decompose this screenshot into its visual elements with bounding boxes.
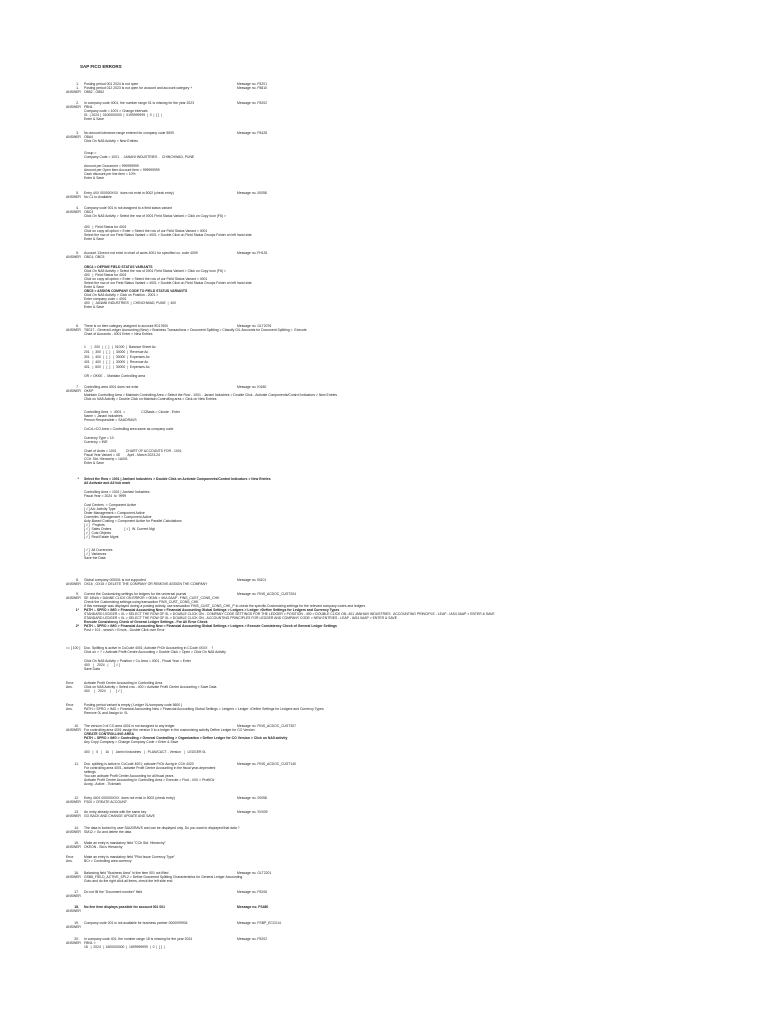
line-text: Amount per Open Item Account Item = 999999999 — [84, 168, 160, 172]
line-text: Click on > ? > Activate Profit Centre Accounting > Double Click > Open > Click On NA5 Activity — [84, 650, 226, 654]
line-text: OKKP — [84, 389, 94, 393]
line-label: ANSWER — [66, 105, 81, 109]
message-number: Message no. GLT2201 — [237, 871, 272, 875]
line-text: SM12 > Go and delete the data — [84, 830, 132, 834]
line-label: ANSWER — [66, 389, 81, 393]
line-text: Remove 0L and Assign to 0L — [84, 711, 129, 715]
line-text: GSB8_FIELD_ACTIVE_SPL2 > Define Document Splitting Characteristics for General Ledger Accounting — [84, 875, 243, 879]
item-number: 18. — [74, 905, 79, 909]
line-text: SE 16N/A > DANNE CLICK ON ERROR > 0EAN > 4KA 0AAP : FINS_CUST_CONS_CHK — [84, 596, 220, 600]
line-label: ANSWER — [66, 941, 81, 945]
line-text: Balancing field "Business Area" in line item 001 not filled — [84, 871, 169, 875]
line-text: PATH :- SPRO > IMG > Financial Accounting New > Financial Accounting Global Settings > Ledgers > Ledger >Define Settings for Ledgers and Currency Types — [84, 608, 340, 612]
item-number: 13. — [74, 810, 79, 814]
line-text: Any Copy Company > Change Company Code > Enter & Save — [84, 740, 179, 744]
line-text: BCr > Controlling area currency — [84, 859, 132, 863]
line-text: Correct the Customizing settings for ledgers for the universal journal — [84, 592, 187, 596]
line-text: The version 0 of CO area 4001 is not assigned to any ledger — [84, 724, 175, 728]
line-text: 301 | 400 | [ ] | 30000 | Expenses Ac — [84, 355, 150, 359]
line-text: Activate Profit Centre Accounting in Controlling Area — [84, 681, 163, 685]
line-text: FBN1 — [84, 105, 93, 109]
line-label: ANSWER — [66, 845, 81, 849]
line-text: PATH > SPRO > IMG > Financial Accounting New > Financial Accounting Global Settings > Ledgers > Ledger >Define Settings for Ledgers and Currency Types — [84, 707, 324, 711]
line-text: No amount tolerance range entered for company code 5509 — [84, 131, 174, 135]
line-text: Currency = INR — [84, 440, 108, 444]
message-number: Message no. FS480 — [237, 905, 269, 909]
message-number: Message no. SV009 — [237, 810, 268, 814]
message-number: Message no. F5202 — [237, 937, 267, 941]
item-number: 4. — [76, 206, 79, 210]
line-text: If this message was displayed during a posting activity, use transaction FINS_CUST_CONS_CHK_P to check the specific Customizing settings for the relevant company codes and ledgers — [84, 604, 366, 608]
message-number: Message no. FINS_ACDOC_CUST307 — [237, 724, 296, 728]
line-text: 400 | Field Status for 4001 — [84, 273, 127, 277]
line-text: 400 | Field Status for 4001 — [84, 225, 127, 229]
message-number: Message no. F5428 — [237, 131, 267, 135]
line-text: Doc. Splitting is active in CoCode 4001; Activate PrCtr Accounting in CCode 4XXX ? — [84, 646, 214, 650]
line-label: ANSWER — [66, 925, 81, 929]
line-text: Controlling Area = 4001 = CCBasis = Cicode - Enter — [84, 410, 181, 414]
line-text: In company code 401, the number range 18 is missing for the year 2024 — [84, 937, 193, 941]
line-text: OBC4 > DEFINE FIELD STATUS VARIANTS — [84, 265, 153, 269]
item-number: 2. — [76, 101, 79, 105]
line-text: OKEON - Std.s Hierarchy — [84, 845, 123, 849]
item-number: 17. — [74, 890, 79, 894]
message-number: Message no. F5206 — [237, 890, 267, 894]
item-number: 15. — [74, 841, 79, 845]
line-text: For controlling area 4001, activate Profit Centre Accounting in the fiscal year-dependent — [84, 766, 216, 770]
line-text: OBA4 — [84, 135, 94, 139]
line-text: 400 | 2024 | [ √ ] — [84, 663, 120, 667]
line-text: Acty-Based Costing = Component Active for Parallel Calculations — [84, 519, 182, 523]
line-text: [ √ ] Variances — [84, 552, 107, 556]
item-number: 16. — [74, 871, 79, 875]
item-number: 1* — [75, 608, 79, 612]
line-text: Company code 001 is not available for business partner 0000099904 — [84, 921, 188, 925]
item-number: 12. — [74, 796, 79, 800]
line-label: ANSWER — [66, 90, 81, 94]
line-text: CREATE CONTROLLING AREA — [84, 732, 134, 736]
line-text: Click On NA5 Activity > Select the row of 0001 Field Status Variant > Click on Copy Icon (F6) > — [84, 214, 226, 218]
line-text: Do not fill the "Document number" field — [84, 890, 143, 894]
line-text: Company code = 1001 > Change intervals — [84, 109, 148, 113]
line-text: Enter company code = 4001 — [84, 297, 127, 301]
line-text: 400 | 2024 | [ √ ] — [84, 689, 122, 693]
line-text: Post > 101 - search > Errors - Double Click over Error — [84, 628, 165, 632]
line-label: ANSWER — [66, 328, 81, 332]
item-number: 11. — [74, 762, 79, 766]
line-text: Click On NA5 Activity > New Entries — [84, 139, 138, 143]
line-text: Click On NA5 Activity > Position > Co Area = 4001 - Fiscal Year = Enter — [84, 659, 191, 663]
line-text: No line item displays possible for account 001 001 — [84, 905, 166, 909]
item-number: 19. — [74, 921, 79, 925]
line-text: Cost Centers = Component Active — [84, 503, 137, 507]
line-text: You can activate Profit Center Accounting for all fiscal years — [84, 774, 174, 778]
line-text: 400 | JANANI INDUSTRIES | CHINCHWAD, PUNE | 400 — [84, 301, 177, 305]
line-text: Company Code = 1001 . JANANI INDUSTRIES . CHINCHWAD, PUNE — [84, 155, 195, 159]
line-label: ANSWER — [66, 894, 81, 898]
message-number: Message no. F5201 — [237, 82, 267, 86]
item-number: 10. — [74, 724, 79, 728]
line-text: Click On NA5 Activity > Select the row of 0001 Field Status Variant > Click on Copy Icon (F6) > — [84, 269, 226, 273]
line-text: Doc. splitting is active in CoCode 4001; activate PrCtr Acctg in CCtr 4020 — [84, 762, 194, 766]
line-label: Error — [66, 703, 74, 707]
line-text: Commitm. Management = Component Active — [84, 515, 152, 519]
line-text: Acctg - Active - Tickmark — [84, 782, 122, 786]
line-text: OBC4, OBC5 — [84, 255, 105, 259]
line-text: 18 | 2024 | 1800000000 | 1899999999 | 0 | [ ] | — [84, 945, 165, 949]
line-text: 1 | 200 | [ ] | 01000 | Balance Sheet Ac — [84, 345, 156, 349]
line-text: Make an entry is mandatory field "CCtr Std. Hierarchy" — [84, 841, 166, 845]
item-number: 1. — [76, 86, 79, 90]
line-text: For controlling area 4001 assign the version 0 to a ledger in the customizing activity Define Ledger for CO Version — [84, 728, 255, 732]
message-number: Message no. FINS_ACDOC_CUST204 — [237, 592, 296, 596]
line-text: Select the row of our Field Status Variant > 4001 > Double Click on Field Status Groups Folder on left hand side — [84, 233, 252, 237]
line-text: Fiscal Year = 2024 to 9999 — [84, 494, 127, 498]
line-text: [ √ ] Projects — [84, 523, 105, 527]
item-number: 5. — [76, 251, 79, 255]
line-text: 400 | 0 | 1k | Janhvi Industries | PLAN/CACT - Version | LEDGER 0L — [84, 750, 207, 754]
message-number: Message no. GLT2076 — [237, 324, 272, 328]
line-text: The data is locked by user SAUDRAVS and can be displayed only. Do you want to displayed that data ? — [84, 826, 240, 830]
line-text: Save Data — [84, 667, 100, 671]
line-text: PATH :- SPRO > IMG > Controlling > General Controlling > Organization > Define Ledger for CO Version > Click on NA5 activity — [84, 736, 288, 740]
line-label: ANSWER — [66, 728, 81, 732]
message-number: Message no. FINS_ACDOC_CUST140 — [237, 762, 296, 766]
line-text: settings — [84, 770, 96, 774]
message-number: Message no. BI101 — [237, 578, 267, 582]
line-label: Ans. — [66, 707, 73, 711]
line-text: Enter & Save — [84, 117, 104, 121]
line-label: ANSWER — [66, 195, 81, 199]
line-text: STANDARD LEDGER = 0L > SELECT THE ROW OF 0L > DOUBLE CLICK ON - COMPANY CODE SETTINGS FOR THE LEDGER > POSITION - 400 > DOUBLE CLICK ON -401 JANHAVI INDUSTRIES ACCOUNTING PRINCIPLE - LEAP - IAS4 0AAP > ENTER & SAVE — [84, 612, 495, 616]
line-text: Posting period 001 2024 is not open — [84, 82, 139, 86]
message-number: Message no. KI180 — [237, 385, 267, 389]
line-text: Person Responsible = SAUDRAVS — [84, 418, 137, 422]
line-text: [ √ ] AA: Activity Type — [84, 507, 116, 511]
line-text: Enter & Save — [84, 176, 104, 180]
line-text: Enter & Save — [84, 461, 104, 465]
item-number: 6. — [76, 324, 79, 328]
line-text: FBN1 > — [84, 941, 96, 945]
line-text: Enter & Save — [84, 285, 104, 289]
message-number: Message no. F5810 — [237, 86, 267, 90]
line-text: Fiscal Year Variant = 4S April - March 2023-24 — [84, 453, 160, 457]
line-text: No CL to Available — [84, 195, 112, 199]
item-number: 20. — [74, 937, 79, 941]
line-text: 201 | 300 | [ ] | 30000 | Revenue Ac — [84, 350, 149, 354]
message-number: Message no. 00058 — [237, 796, 267, 800]
line-label: ANSWER — [66, 800, 81, 804]
line-text: Execute Consistency Check of General Ledger Settings - For All Error Check — [84, 620, 208, 624]
line-text: Global company 000001 is not supported — [84, 578, 146, 582]
line-text: Cash discount per line item = 10% — [84, 172, 136, 176]
line-text: All Activate and All tick mark — [84, 481, 131, 485]
item-number: 5. — [76, 191, 79, 195]
line-text: Select the row of our Field Status Variant > 4001 > Double Click on Field Status Groups Folder on left hand side — [84, 281, 252, 285]
line-text: PATH :- SPRO > IMG > Financial Accounting New > Financial Accounting Global Settings > Ledgers > Execute Consistency Check of General Ledger Settings — [84, 624, 337, 628]
line-text: [ √ ] Cost Objects — [84, 531, 111, 535]
line-text: Click on NA5 Activity > Select row - 400 > Activate Profit Centre Accounting > Save Data — [84, 685, 217, 689]
line-label: ANSWER — [66, 210, 81, 214]
line-text: Save the Data — [84, 556, 106, 560]
line-text: An entry already exists with the same key — [84, 810, 147, 814]
line-label: ANSWER — [66, 596, 81, 600]
line-label: Ans. — [66, 685, 73, 689]
line-text: Check the Customizing settings using transaction FINS_CUST_CONS_CHK — [84, 600, 199, 604]
message-number: Message no. FSBP_ECC014 — [237, 921, 281, 925]
line-text: Controlling Area = 1001 | Janhavi Industries — [84, 490, 150, 494]
line-text: Company code 001 is not assigned to a field status variant — [84, 206, 172, 210]
line-text: Amount per Document = 999999999 — [84, 164, 139, 168]
line-text: Controlling area 4001 does not exist — [84, 385, 139, 389]
line-text: FS00 > CREATE ACCOUNT — [84, 800, 127, 804]
line-text: There is no item category assigned to account 9D17600 — [84, 324, 169, 328]
item-number: 1. — [76, 82, 79, 86]
line-text: Goto and do the right click all items, check the left side end — [84, 879, 173, 883]
line-label: ANSWER — [66, 814, 81, 818]
item-number: 8. — [76, 578, 79, 582]
line-label: == [ 100 ] — [66, 646, 81, 650]
line-text: [ √ ] All Currencies — [84, 548, 113, 552]
line-text: OBC5 > ASSIGN COMPANY CODE TO FIELD STATUS VARIANTS — [84, 289, 188, 293]
line-text: Click on copy all option > Enter > Select the row of our Field Status Variant > 4001 — [84, 277, 208, 281]
line-text: Activate Profit Centre Accounting in Controlling Area > Execute > Find - 4XX > ProfitCtr — [84, 778, 215, 782]
line-text: Click on copy all option > Enter > Select the row of our Field Status Variant > 4001 — [84, 229, 208, 233]
line-label: ANSWER — [66, 582, 81, 586]
line-label: Error — [66, 855, 74, 859]
item-number: * — [77, 477, 79, 481]
line-text: GO BACK AND CHANGE UPDATE AND SAVE — [84, 814, 155, 818]
item-number: 7. — [76, 385, 79, 389]
message-number: Message no. FH191 — [237, 251, 268, 255]
line-text: Group = — [84, 151, 98, 155]
line-text: Enter & Save — [84, 237, 104, 241]
line-text: Account 13xxxxx not exist in chart of accts 4001 for specified co. code 4009 — [84, 251, 198, 255]
item-number: 9. — [76, 592, 79, 596]
line-text: CCtr. Std. Hierarchy = 1A001 — [84, 457, 128, 461]
line-text: Chart of Accts = 1001 CHART OF ACCOUNTS FOR - 1001 — [84, 449, 182, 453]
line-label: ANSWER — [66, 909, 81, 913]
line-text: OR > OKKE - Maintain Controlling area — [84, 374, 145, 378]
line-text: Click on NA5 Activity > Double Click on Maintain Controlling area > Click on New Entries — [84, 397, 217, 401]
line-label: Error — [66, 681, 74, 685]
line-label: Ans. — [66, 859, 73, 863]
line-text: Maintain Controlling Area > Maintain Controlling Area > Select the Row - 1001 - Janani Industries > Double Click - Activate Components/Control Indicators > New Entries — [84, 393, 338, 397]
line-text: Chart of Accounts - 4001 Enter > New Entries — [84, 332, 153, 336]
line-text: 401 | 600 | [ ] | 30000 | Expenses Ac — [84, 365, 150, 369]
line-text: Name = Janani Industries — [84, 414, 123, 418]
line-text: Currency Type = 10 — [84, 436, 114, 440]
message-number: Message no. F5202 — [237, 101, 267, 105]
line-label: ANSWER — [66, 135, 81, 139]
line-text: OBC4 — [84, 210, 94, 214]
message-number: Message no. 00058 — [237, 191, 267, 195]
line-text: STANDARD LEDGER = 0L > SELECT THE ROW OF 0L > DOUBLE CLICK ON - ACCOUNTING PRINCIPLES FOR LEDGER AND COMPANY CODE > NEW ENTRIES - LEAP - IAS4 0AAP > ENTER & SAVE — [84, 616, 398, 620]
line-label: ANSWER — [66, 830, 81, 834]
line-text: Select the Row > 1001 | Janhavi Industries > Double Click on Activate Components/Control Indicators > New Entries — [84, 477, 271, 481]
line-text: T8G17 - General Ledger Accounting (New) > Business Transactions > Document Splitting > Classify G/L Accounts for Document Splitting > Execute — [84, 328, 307, 332]
line-text: Entry 4XX 000000XXX does not exist in 5002 (check entry) — [84, 191, 174, 195]
line-label: ANSWER — [66, 255, 81, 259]
line-text: Entry 4401 000000XXX does not exist in 5002 (check entry) — [84, 796, 175, 800]
document-title: SAP FICO ERRORS — [80, 64, 122, 69]
line-text: OB52 , OB52 — [84, 90, 105, 94]
line-text: 01 | 2024 | 0100000000 | 0199999999 | 0 | [ ] | — [84, 113, 162, 117]
item-number: 3. — [76, 131, 79, 135]
item-number: 14. — [74, 826, 79, 830]
item-number: 2* — [75, 624, 79, 628]
line-text: Enter & Save — [84, 305, 104, 309]
line-text: Posting period variant is empty ( Ledger 0L/company code 5600 ) — [84, 703, 183, 707]
line-text: Click On NA5 Activity > Click on Position - 2001 > — [84, 293, 159, 297]
line-text: 401 | 400 | [ ] | 30000 | Revenue Ac — [84, 360, 149, 364]
line-text: OX16 , OX15 > DELETE THE COMPANY OR REMOVE ASSIGN THE COMPANY — [84, 582, 208, 586]
line-text: Make an entry is mandatory field "Pilot Issue Currency Type" — [84, 855, 175, 859]
line-text: In company code 4001, the number range 01 is missing for the year 2023 — [84, 101, 195, 105]
line-label: ANSWER — [66, 875, 81, 879]
line-text: Posting period 012 2023 is not open for account and account category + — [84, 86, 193, 90]
line-text: [ √ ] Sales Orders [ √ ] W. Current Mgt — [84, 527, 155, 531]
line-text: CoCd->CO Area = Controlling area same as company code — [84, 427, 174, 431]
line-text: [ √ ] Real Estate Mgmt — [84, 535, 119, 539]
line-text: Order Management = Component Active — [84, 511, 145, 515]
